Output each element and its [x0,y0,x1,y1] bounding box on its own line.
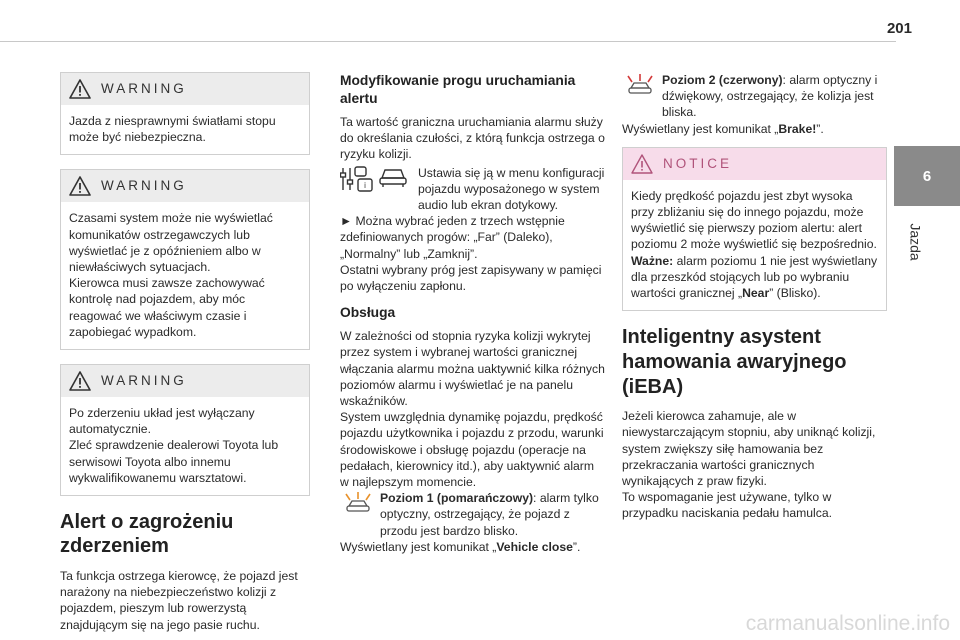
warning-header [61,73,309,105]
paragraph: System uwzględnia dynamikę pojazdu, prędkość pojazdu użytkownika i pojazdu z przodu, warunki środowiskowe i obsługę pojazdu (operacje na pedałach, kierownicy itd.), aby uaktywnić alarm w najlepszym momencie. [340,410,604,490]
column-right [622,72,887,522]
subsection-title: Modyfikowanie progu uruchamiania alertu [340,73,576,106]
section-title: Alert o zagrożeniu zderzeniem [60,511,234,558]
paragraph: Ustawia się ją w menu konfiguracji pojazdu wyposażonego w system audio lub ekran dotykowy. [418,165,605,213]
notice-important: Ważne: alarm poziomu 1 nie jest wyświetlany dla przeszkód stojących lub po wybraniu wartości granicznej „Near” (Blisko). [631,253,878,301]
warning-text: Po zderzeniu układ jest wyłączany automatycznie. [69,406,255,437]
alert-level-1 [340,490,605,539]
collision-alert-red-icon [622,72,658,96]
warning-header [61,365,309,397]
paragraph: Ostatni wybrany próg jest zapisywany w pamięci po wyłączeniu zapłonu. [340,262,602,294]
alert-level-text: Poziom 2 (czerwony): alarm optyczny i dźwiękowy, ostrzegający, że kolizja jest bliska. [662,73,878,120]
settings-row [340,165,605,214]
warning-title: WARNING [101,80,187,96]
paragraph: To wspomaganie jest używane, tylko w przypadku naciskania pedału hamulca. [622,490,833,521]
notice-text: Kiedy prędkość pojazdu jest zbyt wysoka przy zbliżaniu się do innego pojazdu, może wyświetlić się pierwszy poziom alertu: alert poziomu 2 może wyświetlić się bezpośrednio. [631,188,877,252]
warning-box [60,364,310,496]
page-number: 201 [886,20,912,37]
collision-alert-orange-icon [340,490,376,514]
watermark: carmanualsonline.info [745,612,950,635]
warning-header [61,170,309,202]
warning-triangle-icon [69,176,91,196]
notice-box [622,147,887,311]
warning-text: Kierowca musi zawsze zachowywać kontrolę nad pojazdem, aby móc reagować we właściwym czasie i zapobiegać wypadkom. [69,276,265,339]
chapter-tab[interactable] [894,146,960,206]
warning-text: Czasami system może nie wyświetlać komunikatów ostrzegawczych lub wyświetlać je z opóźnieniem albo w niewłaściwych sytuacjach. [69,211,273,275]
settings-menu-icon [340,165,374,193]
warning-title: WARNING [101,372,187,388]
section-title: Inteligentny asystent hamowania awaryjnego (iEBA) [622,326,847,399]
section-text: Ta funkcja ostrzega kierowcę, że pojazd jest narażony na niebezpieczeństwo kolizji z pojazdem, pieszym lub rowerzystą znajdującym się na jego pasie ruchu. [60,569,298,632]
column-middle [340,72,605,555]
warning-box [60,72,310,155]
display-message: Wyświetlany jest komunikat „Brake!”. [622,121,824,136]
warning-title: WARNING [101,178,187,194]
display-message: Wyświetlany jest komunikat „Vehicle close”. [340,539,581,554]
warning-box [60,169,310,350]
chapter-label: Jazda [908,223,925,261]
notice-triangle-icon [631,154,653,174]
bullet-text: ► Można wybrać jeden z trzech wstępnie zdefiniowanych progów: „Far” (Daleko), „Normalny” lub „Zamknij”. [340,214,565,261]
warning-text: Jazda z niesprawnymi światłami stopu może być niebezpieczna. [69,114,276,145]
warning-triangle-icon [69,79,91,99]
warning-triangle-icon [69,371,91,391]
paragraph: Ta wartość graniczna uruchamiania alarmu służy do określania czułości, z którą funkcja ostrzega o ryzyku kolizji. [340,115,605,162]
notice-title: NOTICE [663,155,733,171]
subsection-title: Obsługa [340,305,396,321]
notice-header [623,148,886,180]
header-rule [0,41,896,42]
column-left [60,72,310,633]
alert-level-2 [622,72,887,121]
paragraph: W zależności od stopnia ryzyka kolizji wykrytej przez system i wybranej wartości granicznej włączania alarmu można uaktywnić kilka różnych poziomów alarmu i wyświetlać je na panelu wskaźników. [340,329,605,409]
chapter-number: 6 [922,167,932,185]
car-front-icon [378,165,408,189]
alert-level-text: Poziom 1 (pomarańczowy): alarm tylko optyczny, ostrzegający, że pojazd z przodu jest bardzo blisko. [380,491,599,538]
svg-text:i: i [364,180,366,190]
warning-text: Zleć sprawdzenie dealerowi Toyota lub serwisowi Toyota albo innemu wykwalifikowanemu warsztatowi. [69,438,279,485]
paragraph: Jeżeli kierowca zahamuje, ale w niewystarczającym stopniu, aby uniknąć kolizji, system zwiększy siłę hamowania bez przekraczania wartości granicznych wynikających z praw fizyki. [622,409,876,489]
